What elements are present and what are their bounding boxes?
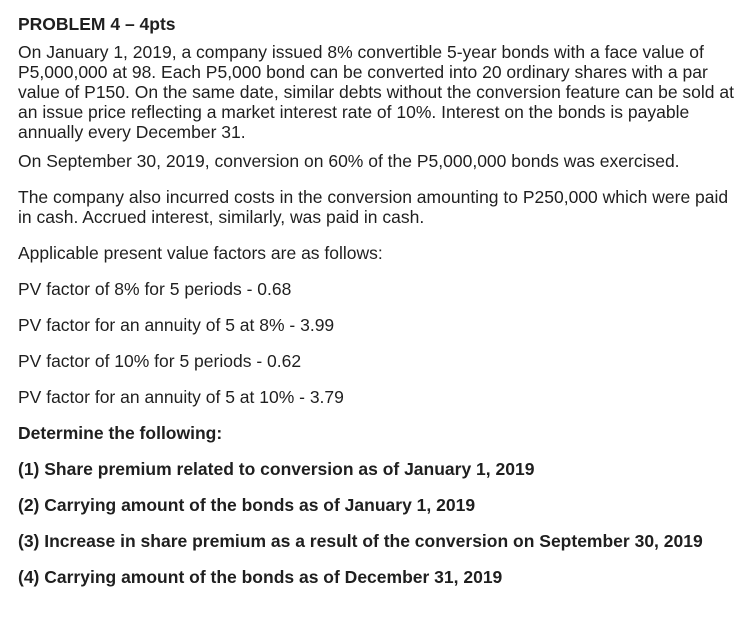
pv-factor-item: PV factor for an annuity of 5 at 8% - 3.99 [18, 315, 335, 335]
pv-factors-intro: Applicable present value factors are as follows: [18, 243, 383, 263]
conversion-paragraph: On September 30, 2019, conversion on 60% of the P5,000,000 bonds was exercised. [18, 151, 680, 171]
costs-paragraph: The company also incurred costs in the conversion amounting to P250,000 which were paid in cash. Accrued interest, similarly, was paid in cash. [18, 187, 729, 227]
pv-factor-item: PV factor for an annuity of 5 at 10% - 3.79 [18, 387, 344, 407]
question-item: (1) Share premium related to conversion as of January 1, 2019 [18, 459, 535, 479]
question-item: (3) Increase in share premium as a result of the conversion on September 30, 2019 [18, 531, 703, 551]
question-item: (2) Carrying amount of the bonds as of January 1, 2019 [18, 495, 476, 515]
problem-description-paragraph: On January 1, 2019, a company issued 8% convertible 5-year bonds with a face value of P5,000,000 at 98. Each P5,000 bond can be converted into 20 ordinary shares with a par value of P150. On the same date, similar debts without the conversion feature can be sold at an issue price reflecting a market interest rate of 10%. Interest on the bonds is payable annually every December 31. [18, 42, 734, 142]
pv-factor-item: PV factor of 8% for 5 periods - 0.68 [18, 279, 292, 299]
problem-title: PROBLEM 4 – 4pts [18, 14, 176, 34]
determine-heading: Determine the following: [18, 423, 223, 443]
pv-factor-item: PV factor of 10% for 5 periods - 0.62 [18, 351, 302, 371]
question-item: (4) Carrying amount of the bonds as of December 31, 2019 [18, 567, 503, 587]
